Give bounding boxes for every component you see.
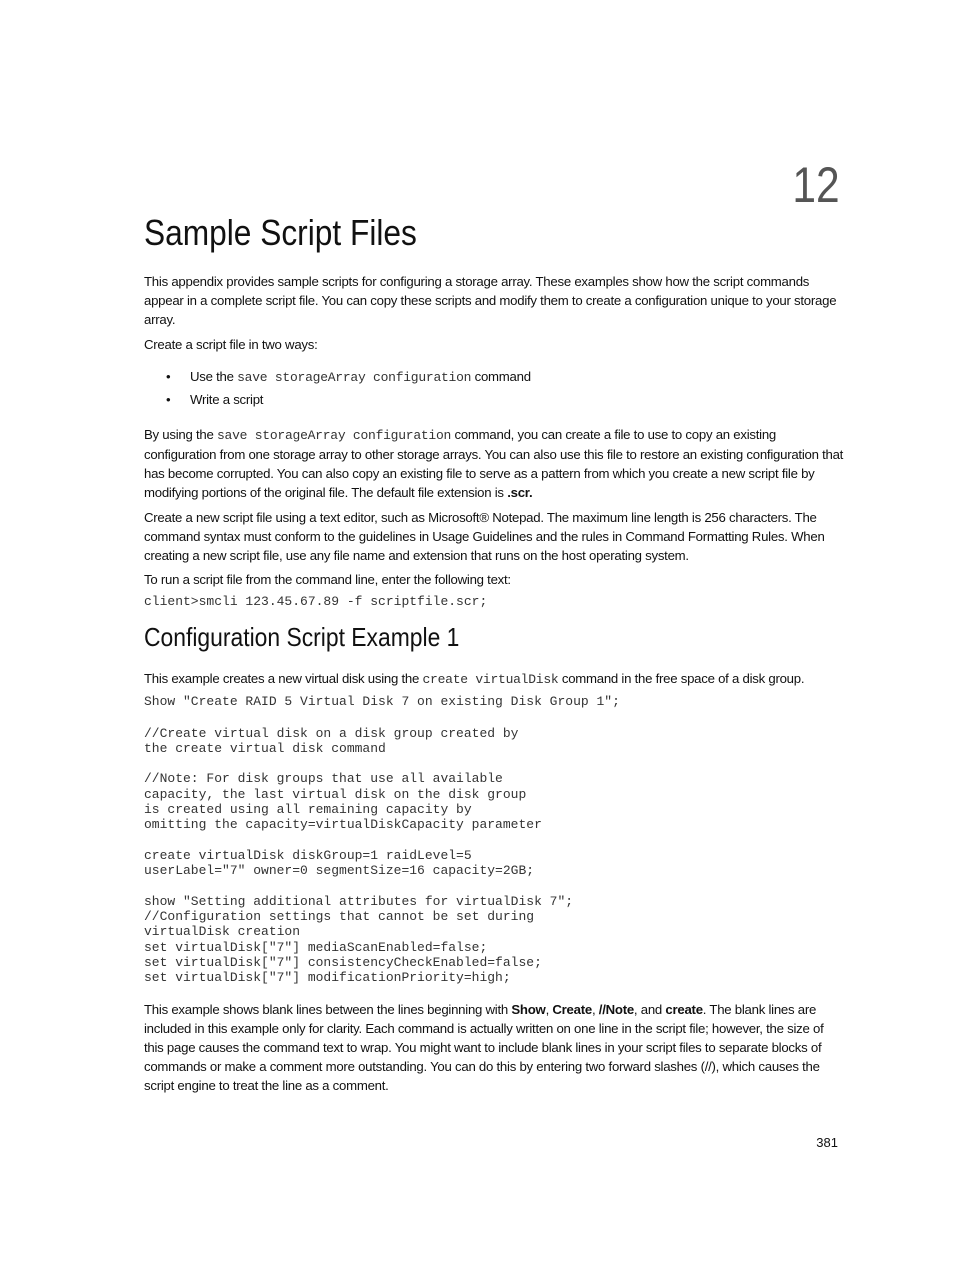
section-paragraph-2	[144, 1000, 844, 1096]
inline-code: save storageArray configuration	[217, 427, 452, 443]
list-item-text: command	[471, 368, 531, 384]
script-first-line: Show "Create RAID 5 Virtual Disk 7 on existing Disk Group 1";	[144, 694, 620, 710]
intro-paragraph-2: Create a script file in two ways:	[144, 336, 318, 352]
bold-term: create	[665, 1001, 703, 1017]
inline-code: create virtualDisk	[422, 672, 559, 687]
intro-paragraph-1: This appendix provides sample scripts for configuring a storage array. These examples show how the script commands appear in a complete script file. You can copy these scripts and modify them to create a configuration unique to your storage array.	[144, 274, 837, 328]
page-number: 381	[816, 1135, 838, 1150]
paragraph-text: By using the	[144, 426, 217, 442]
paragraph-text: command, you can create a file to use to copy an existing configuration from one storage array to other storage arrays. You can also use this file to restore an existing configuration that has become corrupted. You can also copy an existing file to serve as a pattern from which you create a new script file by modifying portions of the original file. The default file extension is	[144, 426, 844, 501]
list-item-text: Use the	[190, 368, 238, 384]
paragraph-text: , and	[633, 1001, 666, 1017]
bold-term: Show	[511, 1001, 546, 1017]
chapter-number: 12	[792, 157, 840, 213]
paragraph-text: This example creates a new virtual disk using the	[144, 671, 423, 686]
paragraph-text: ,	[591, 1001, 599, 1017]
script-code-block: //Create virtual disk on a disk group created by the create virtual disk command //Note: For disk groups that use all available capacity, the last virtual disk on the disk group is created using all remaining capacity by omitting the capacity=virtualDiskCapacity parameter create virtualDisk diskGroup=1 raidLevel=5 userLabel="7" owner=0 segmentSize=16 capacity=2GB; show "Setting additional attributes for virtualDisk 7"; //Configuration settings that cannot be set during virtualDisk creation set virtualDisk["7"] mediaScanEnabled=false; set virtualDisk["7"] consistencyCheckEnabled=false; set virtualDisk["7"] modificationPriority=high;	[144, 725, 574, 986]
paragraph-text: This example shows blank lines between the lines beginning with	[144, 1001, 512, 1017]
section-paragraph-1	[144, 669, 844, 689]
intro-paragraph-3	[144, 425, 844, 503]
list-item	[190, 389, 844, 411]
intro-body	[144, 272, 844, 624]
paragraph-text: . The blank lines are included in this example only for clarity. Each command is actually written on one line in the script file; however, the size of this page causes the command text to wrap. You might want to include blank lines in your script files to separate blocks of commands or make a comment more outstanding. You can do this by entering two forward slashes (//), which causes the script engine to treat the line as a comment.	[144, 1001, 824, 1094]
intro-paragraph-5: To run a script file from the command line, enter the following text:	[144, 572, 511, 588]
intro-paragraph-4: Create a new script file using a text editor, such as Microsoft® Notepad. The maximum line length is 256 characters. The command syntax must conform to the guidelines in Usage Guidelines and the rules in Command Formatting Rules. When creating a new script file, use any file name and extension that runs on the host operating system.	[144, 509, 825, 564]
section-body	[144, 669, 844, 1101]
bold-term: Create	[552, 1001, 592, 1017]
paragraph-text: command in the free space of a disk group.	[558, 671, 805, 686]
inline-code: save storageArray configuration	[237, 369, 472, 385]
list-item-text: Write a script	[190, 391, 264, 407]
ways-list	[144, 366, 844, 411]
chapter-title: Sample Script Files	[144, 212, 417, 253]
command-line-example: client>smcli 123.45.67.89 -f scriptfile.scr;	[144, 594, 488, 610]
section-title: Configuration Script Example 1	[144, 622, 460, 652]
list-item	[190, 366, 844, 389]
bold-term: //Note	[598, 1001, 634, 1017]
paragraph-text: ,	[545, 1001, 553, 1017]
file-extension: .scr.	[507, 485, 533, 501]
